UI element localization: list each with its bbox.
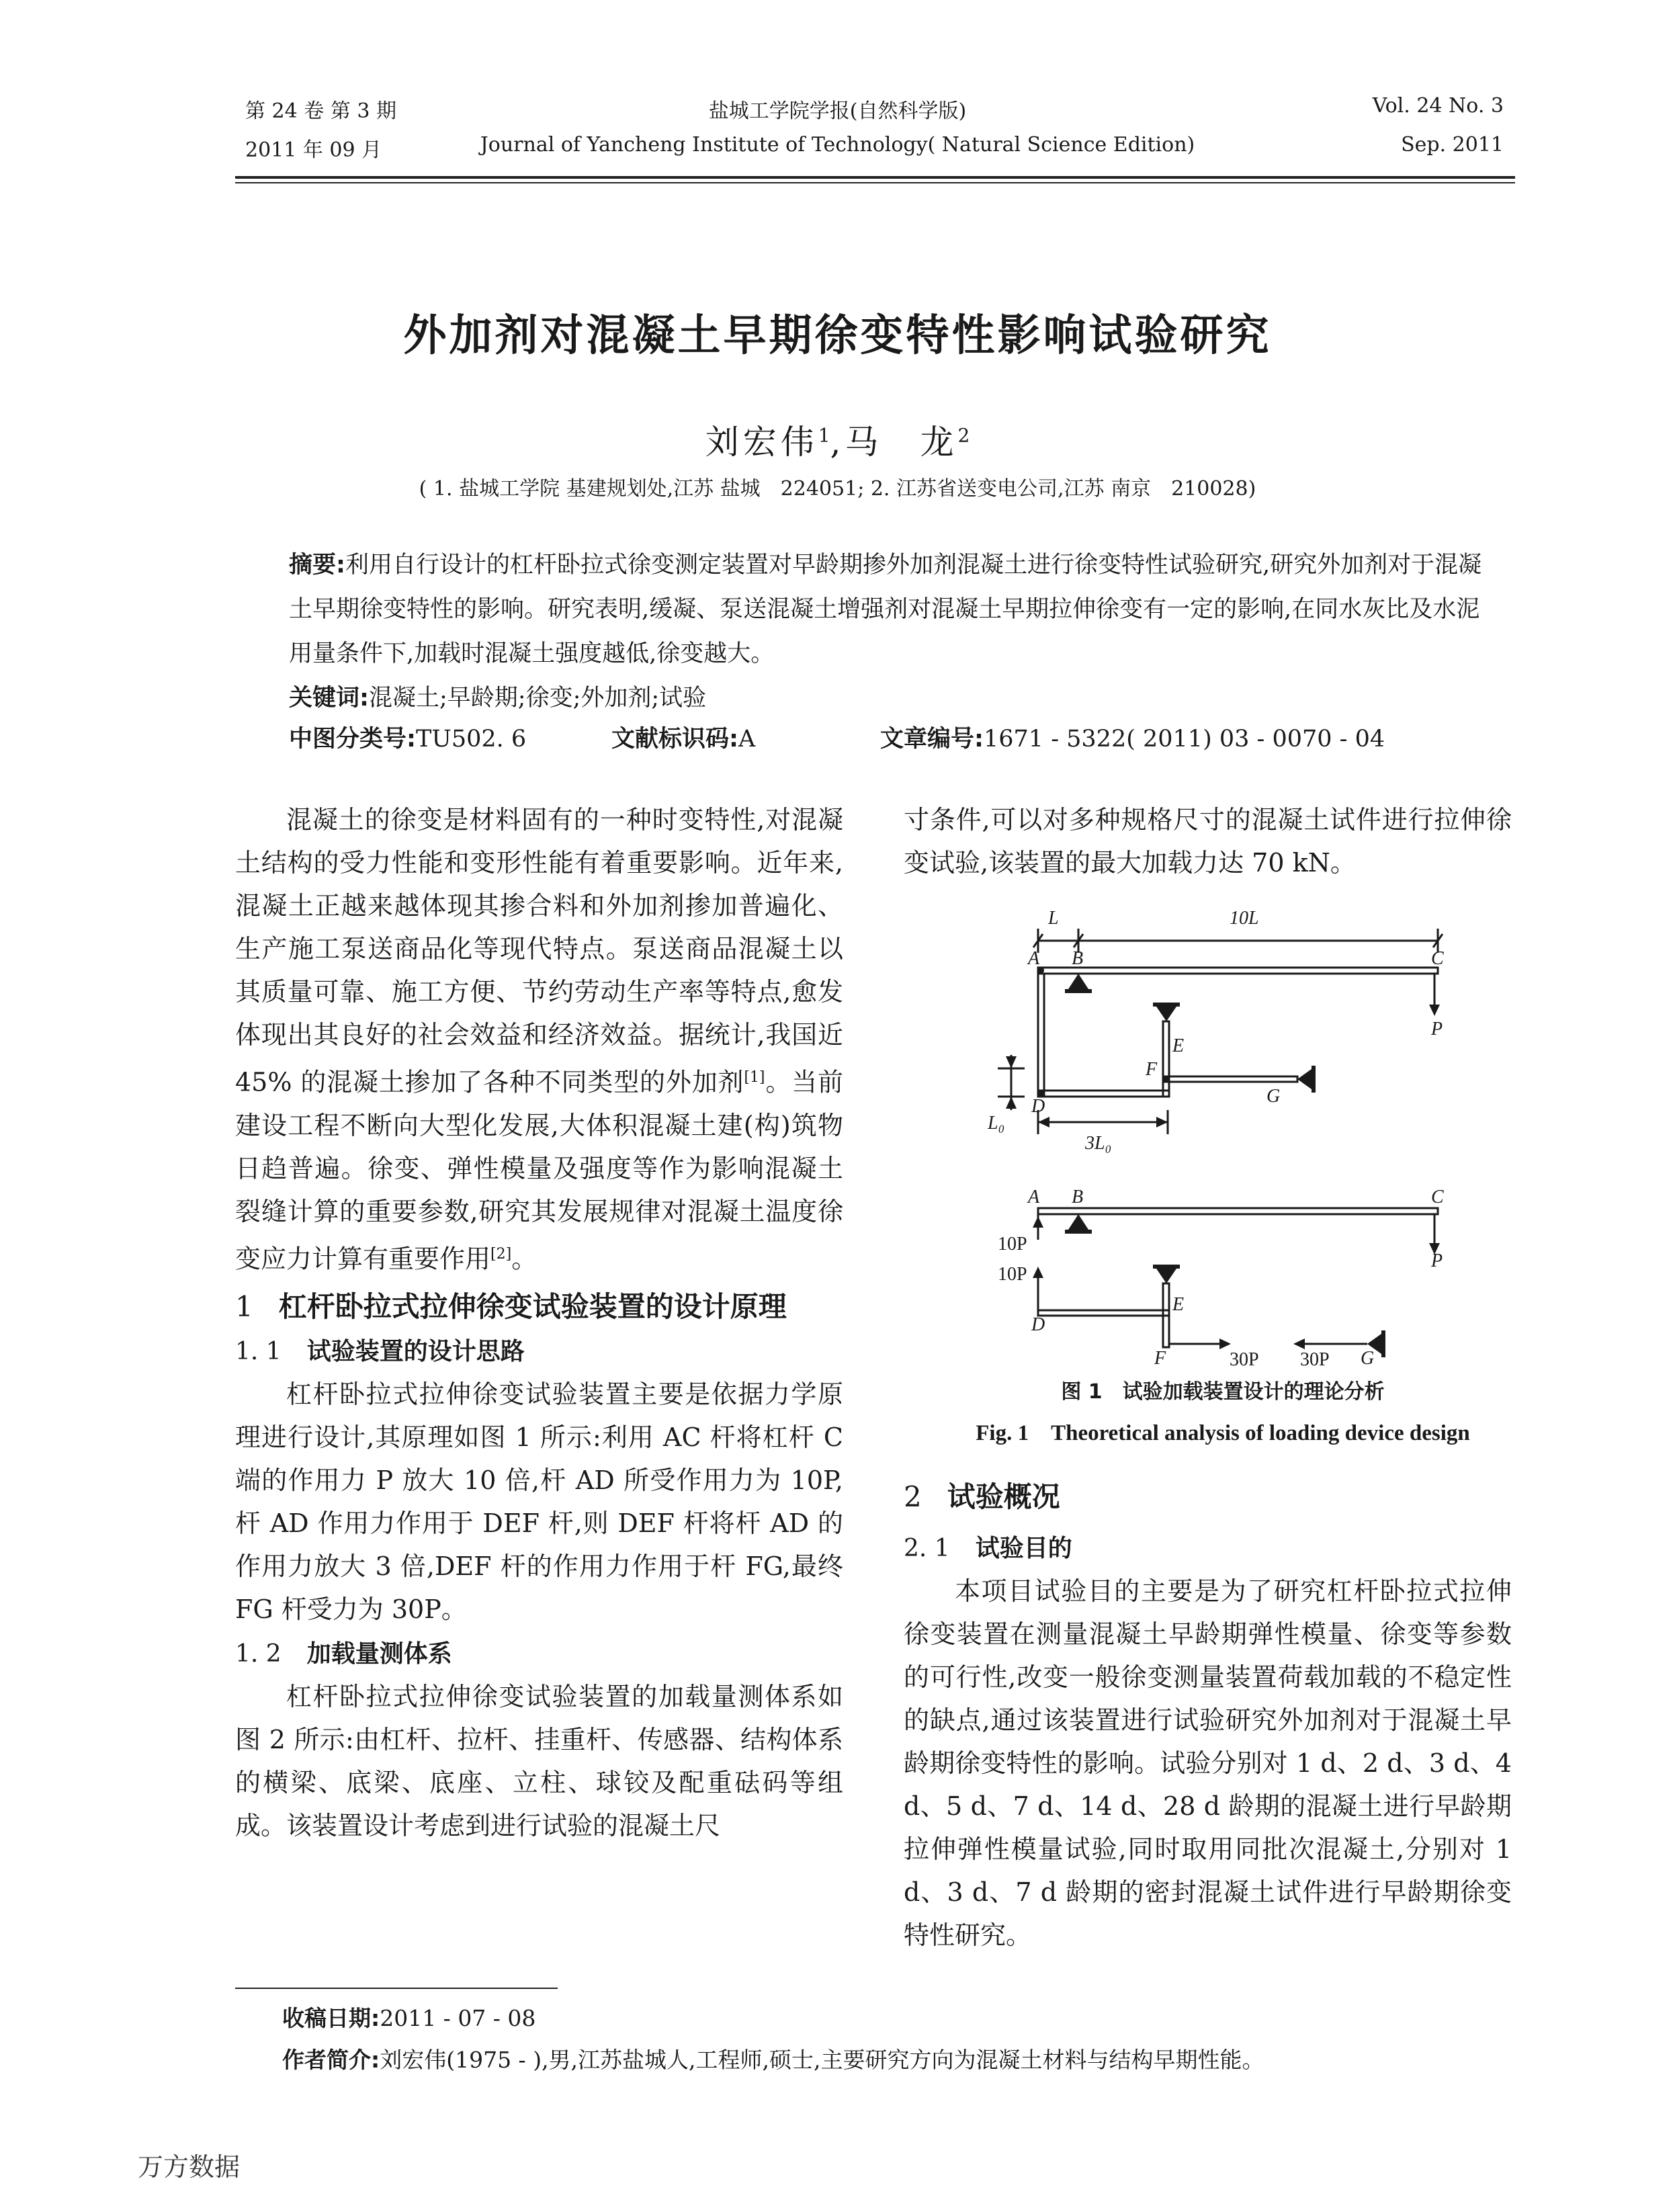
label-30p-left: 30P	[1230, 1349, 1259, 1370]
footnote-received	[282, 2001, 535, 2033]
affiliations: ( 1. 盐城工学院 基建规划处,江苏 盐城 224051; 2. 江苏省送变电公司,江苏 南京 210028)	[419, 477, 1256, 501]
arrow-head-3l0-right	[1156, 1117, 1168, 1128]
lever-ef	[1163, 1021, 1169, 1097]
clc-value: TU502. 6	[416, 726, 527, 753]
continued-paragraph: 寸条件,可以对多种规格尺寸的混凝土试件进行拉伸徐变试验,该装置的最大加载力达 70 kN。	[904, 805, 1512, 878]
authors	[0, 415, 1675, 464]
received-label: 收稿日期:	[282, 2005, 380, 2031]
header-date-en: Sep. 2011	[1401, 133, 1504, 157]
bio-label: 作者简介:	[282, 2047, 380, 2073]
support-g-free-body-base	[1381, 1330, 1385, 1357]
label-f: F	[1146, 1059, 1158, 1080]
right-column-bottom	[904, 1470, 1512, 1957]
label-c: C	[1431, 948, 1444, 969]
figure-1-caption-cn: 图 1 试验加载装置设计的理论分析	[1061, 1380, 1385, 1404]
clc-label: 中图分类号:	[289, 726, 416, 753]
label-d-free-body: D	[1031, 1314, 1045, 1335]
section-2-1-number: 2. 1	[904, 1535, 950, 1562]
header-journal-cn: 盐城工学院学报(自然科学版)	[708, 99, 967, 123]
section-1-2-paragraph: 杠杆卧拉式拉伸徐变试验装置的加载量测体系如图 2 所示:由杠杆、拉杆、挂重杆、传感器、结构体系的横梁、底梁、底座、立柱、球铰及配重砝码等组成。该装置设计考虑到进行试验的混凝土尺	[235, 1682, 843, 1841]
beam-ac	[1038, 968, 1438, 974]
label-c-free-body: C	[1431, 1187, 1444, 1207]
figure-1-caption-en: Fig. 1 Theoretical analysis of loading device design	[976, 1421, 1470, 1445]
support-b	[1068, 974, 1088, 989]
arrow-head-10p-up	[1033, 1216, 1043, 1228]
lever-df-free-body	[1038, 1310, 1169, 1316]
label-10l: 10L	[1230, 908, 1259, 929]
label-a-free-body: A	[1028, 1187, 1040, 1207]
support-e	[1156, 1007, 1176, 1021]
support-e-free-body	[1156, 1269, 1176, 1283]
section-1-title: 杠杆卧拉式拉伸徐变试验装置的设计原理	[278, 1290, 787, 1324]
section-1-1-number: 1. 1	[235, 1338, 282, 1366]
received-date: 2011 - 07 - 08	[380, 2005, 536, 2031]
label-30p-right: 30P	[1300, 1349, 1330, 1370]
header-volume-en: Vol. 24 No. 3	[1372, 94, 1504, 118]
citation-2: [2]	[490, 1245, 512, 1263]
header-rule-thin	[235, 182, 1515, 183]
section-2-title: 试验概况	[947, 1480, 1060, 1513]
header-date-cn: 2011 年 09 月	[245, 138, 382, 162]
article-number-value: 1671 - 5322( 2011) 03 - 0070 - 04	[984, 726, 1385, 753]
article-number-label: 文章编号:	[880, 726, 984, 753]
paper-title: 外加剂对混凝土早期徐变特性影响试验研究	[403, 311, 1272, 361]
label-f-free-body: F	[1154, 1348, 1166, 1369]
arrow-head-l0-top	[1006, 1056, 1017, 1068]
author-separator: ,	[830, 423, 845, 462]
abstract	[289, 543, 1498, 676]
author-2-affil-mark: 2	[957, 424, 970, 447]
support-b-base	[1065, 989, 1092, 993]
support-e-base	[1153, 1003, 1180, 1007]
footnote-author-bio	[282, 2043, 1264, 2074]
section-1-number: 1	[235, 1290, 253, 1324]
bio-text: 刘宏伟(1975 - ),男,江苏盐城人,工程师,硕士,主要研究方向为混凝土材料与结构早期性能。	[380, 2047, 1264, 2073]
header-volume-cn: 第 24 卷 第 3 期	[245, 99, 396, 123]
figure-1-diagram	[934, 900, 1552, 1371]
label-e: E	[1172, 1035, 1185, 1056]
header-journal-en: Journal of Yancheng Institute of Technology( Natural Science Edition)	[480, 133, 1195, 157]
section-2-1-heading	[904, 1528, 1512, 1570]
arrow-head-l0-bottom	[1006, 1097, 1017, 1109]
section-1-2-heading	[235, 1633, 843, 1675]
label-g: G	[1266, 1086, 1281, 1107]
support-b-free-body	[1068, 1214, 1088, 1230]
clc-number	[289, 720, 526, 754]
abstract-label: 摘要:	[289, 552, 345, 579]
joint-f	[1163, 1076, 1170, 1082]
intro-paragraph	[235, 798, 843, 1280]
author-1: 刘宏伟	[705, 423, 818, 462]
section-1-2-title: 加载量测体系	[306, 1640, 452, 1668]
header-rule-thick	[235, 176, 1515, 179]
label-p-free-body: P	[1431, 1250, 1443, 1271]
section-2-number: 2	[904, 1480, 922, 1513]
label-d: D	[1031, 1096, 1045, 1117]
bar-fg	[1163, 1076, 1297, 1082]
support-b-free-body-base	[1065, 1230, 1092, 1234]
section-1-1-heading	[235, 1331, 843, 1373]
label-a: A	[1028, 948, 1040, 969]
section-2-heading	[904, 1476, 1512, 1519]
label-p: P	[1431, 1019, 1443, 1039]
arrow-head-30p-left	[1219, 1338, 1231, 1349]
label-l0: L₀	[988, 1113, 1005, 1134]
intro-text-3: 。	[511, 1244, 538, 1274]
doc-code	[611, 720, 755, 754]
section-1-1-paragraph: 杠杆卧拉式拉伸徐变试验装置主要是依据力学原理进行设计,其原理如图 1 所示:利用 AC 杆将杠杆 C 端的作用力 P 放大 10 倍,杆 AD 所受作用力为 10P,杆 AD 作用力作用于 DEF 杆,则 DEF 杆将杆 AD 的作用力放大 3 倍,DEF 杆的作用力作用于杆 FG,最终 FG 杆受力为 30P。	[235, 1379, 843, 1625]
author-1-affil-mark: 1	[818, 424, 830, 447]
label-g-free-body: G	[1361, 1348, 1375, 1369]
citation-1: [1]	[744, 1069, 765, 1086]
doc-code-value: A	[738, 726, 756, 753]
section-1-2-number: 1. 2	[235, 1640, 282, 1668]
doc-code-label: 文献标识码:	[611, 726, 738, 753]
keywords-text: 混凝土;早龄期;徐变;外加剂;试验	[369, 685, 707, 712]
section-1-heading	[235, 1285, 843, 1328]
arrow-head-3l0-left	[1038, 1117, 1049, 1128]
beam-ac-free-body	[1038, 1208, 1438, 1214]
arrow-head-p	[1429, 1005, 1440, 1016]
section-1-1-title: 试验装置的设计思路	[306, 1338, 525, 1366]
label-b-free-body: B	[1072, 1187, 1084, 1207]
support-g	[1297, 1069, 1312, 1089]
keywords	[289, 676, 1498, 720]
section-2-1-paragraph: 本项目试验目的主要是为了研究杠杆卧拉式拉伸徐变装置在测量混凝土早龄期弹性模量、徐变等参数的可行性,改变一般徐变测量装置荷载加载的不稳定性的缺点,通过该装置进行试验研究外加剂对于混凝土早龄期徐变特性的影响。试验分别对 1 d、2 d、3 d、4 d、5 d、7 d、14 d、28 d 龄期的混凝土进行早龄期拉伸弹性模量试验,同时取用同批次混凝土,分别对 1 d、3 d、7 d 龄期的密封混凝土试件进行早龄期徐变特性研究。	[904, 1576, 1512, 1950]
author-2: 马 龙	[845, 423, 958, 462]
section-2-1-title: 试验目的	[975, 1535, 1072, 1562]
label-10p-upper: 10P	[998, 1234, 1027, 1254]
keywords-label: 关键词:	[289, 685, 369, 712]
footnote-rule	[235, 1988, 558, 1989]
lever-df	[1038, 1091, 1169, 1097]
intro-text-2: 。当前建设工程不断向大型化发展,大体积混凝土建(构)筑物日趋普遍。徐变、弹性模量及强度等作为影响混凝土裂缝计算的重要参数,研究其发展规律对混凝土温度徐变应力计算有重要作用	[235, 1067, 843, 1274]
article-number	[880, 720, 1385, 754]
intro-text-1: 混凝土的徐变是材料固有的一种时变特性,对混凝土结构的受力性能和变形性能有着重要影响。近年来,混凝土正越来越体现其掺合料和外加剂掺加普遍化、生产施工泵送商品化等现代特点。泵送商品混凝土以其质量可靠、施工方便、节约劳动生产率等特点,愈发体现出其良好的社会效益和经济效益。据统计,我国近 45% 的混凝土掺加了各种不同类型的外加剂	[235, 805, 843, 1097]
abstract-text: 利用自行设计的杠杆卧拉式徐变测定装置对早龄期掺外加剂混凝土进行徐变特性试验研究,研究外加剂对于混凝土早期徐变特性的影响。研究表明,缓凝、泵送混凝土增强剂对混凝土早期拉伸徐变有一定的影响,在同水灰比及水泥用量条件下,加载时混凝土强度越低,徐变越大。	[289, 552, 1482, 667]
label-l: L	[1048, 908, 1059, 929]
bar-ad	[1038, 974, 1044, 1095]
arrow-head-10p-down	[1033, 1267, 1043, 1278]
right-column-top	[904, 798, 1512, 884]
label-e-free-body: E	[1172, 1294, 1185, 1315]
support-e-free-body-base	[1153, 1265, 1180, 1269]
wanfang-watermark: 万方数据	[138, 2152, 241, 2182]
label-10p-lower: 10P	[998, 1264, 1027, 1285]
arrow-head-30p-right	[1293, 1338, 1305, 1349]
support-g-base	[1312, 1066, 1316, 1093]
label-b: B	[1072, 948, 1084, 969]
left-column	[235, 798, 843, 1847]
label-3l0: 3L₀	[1085, 1133, 1112, 1154]
